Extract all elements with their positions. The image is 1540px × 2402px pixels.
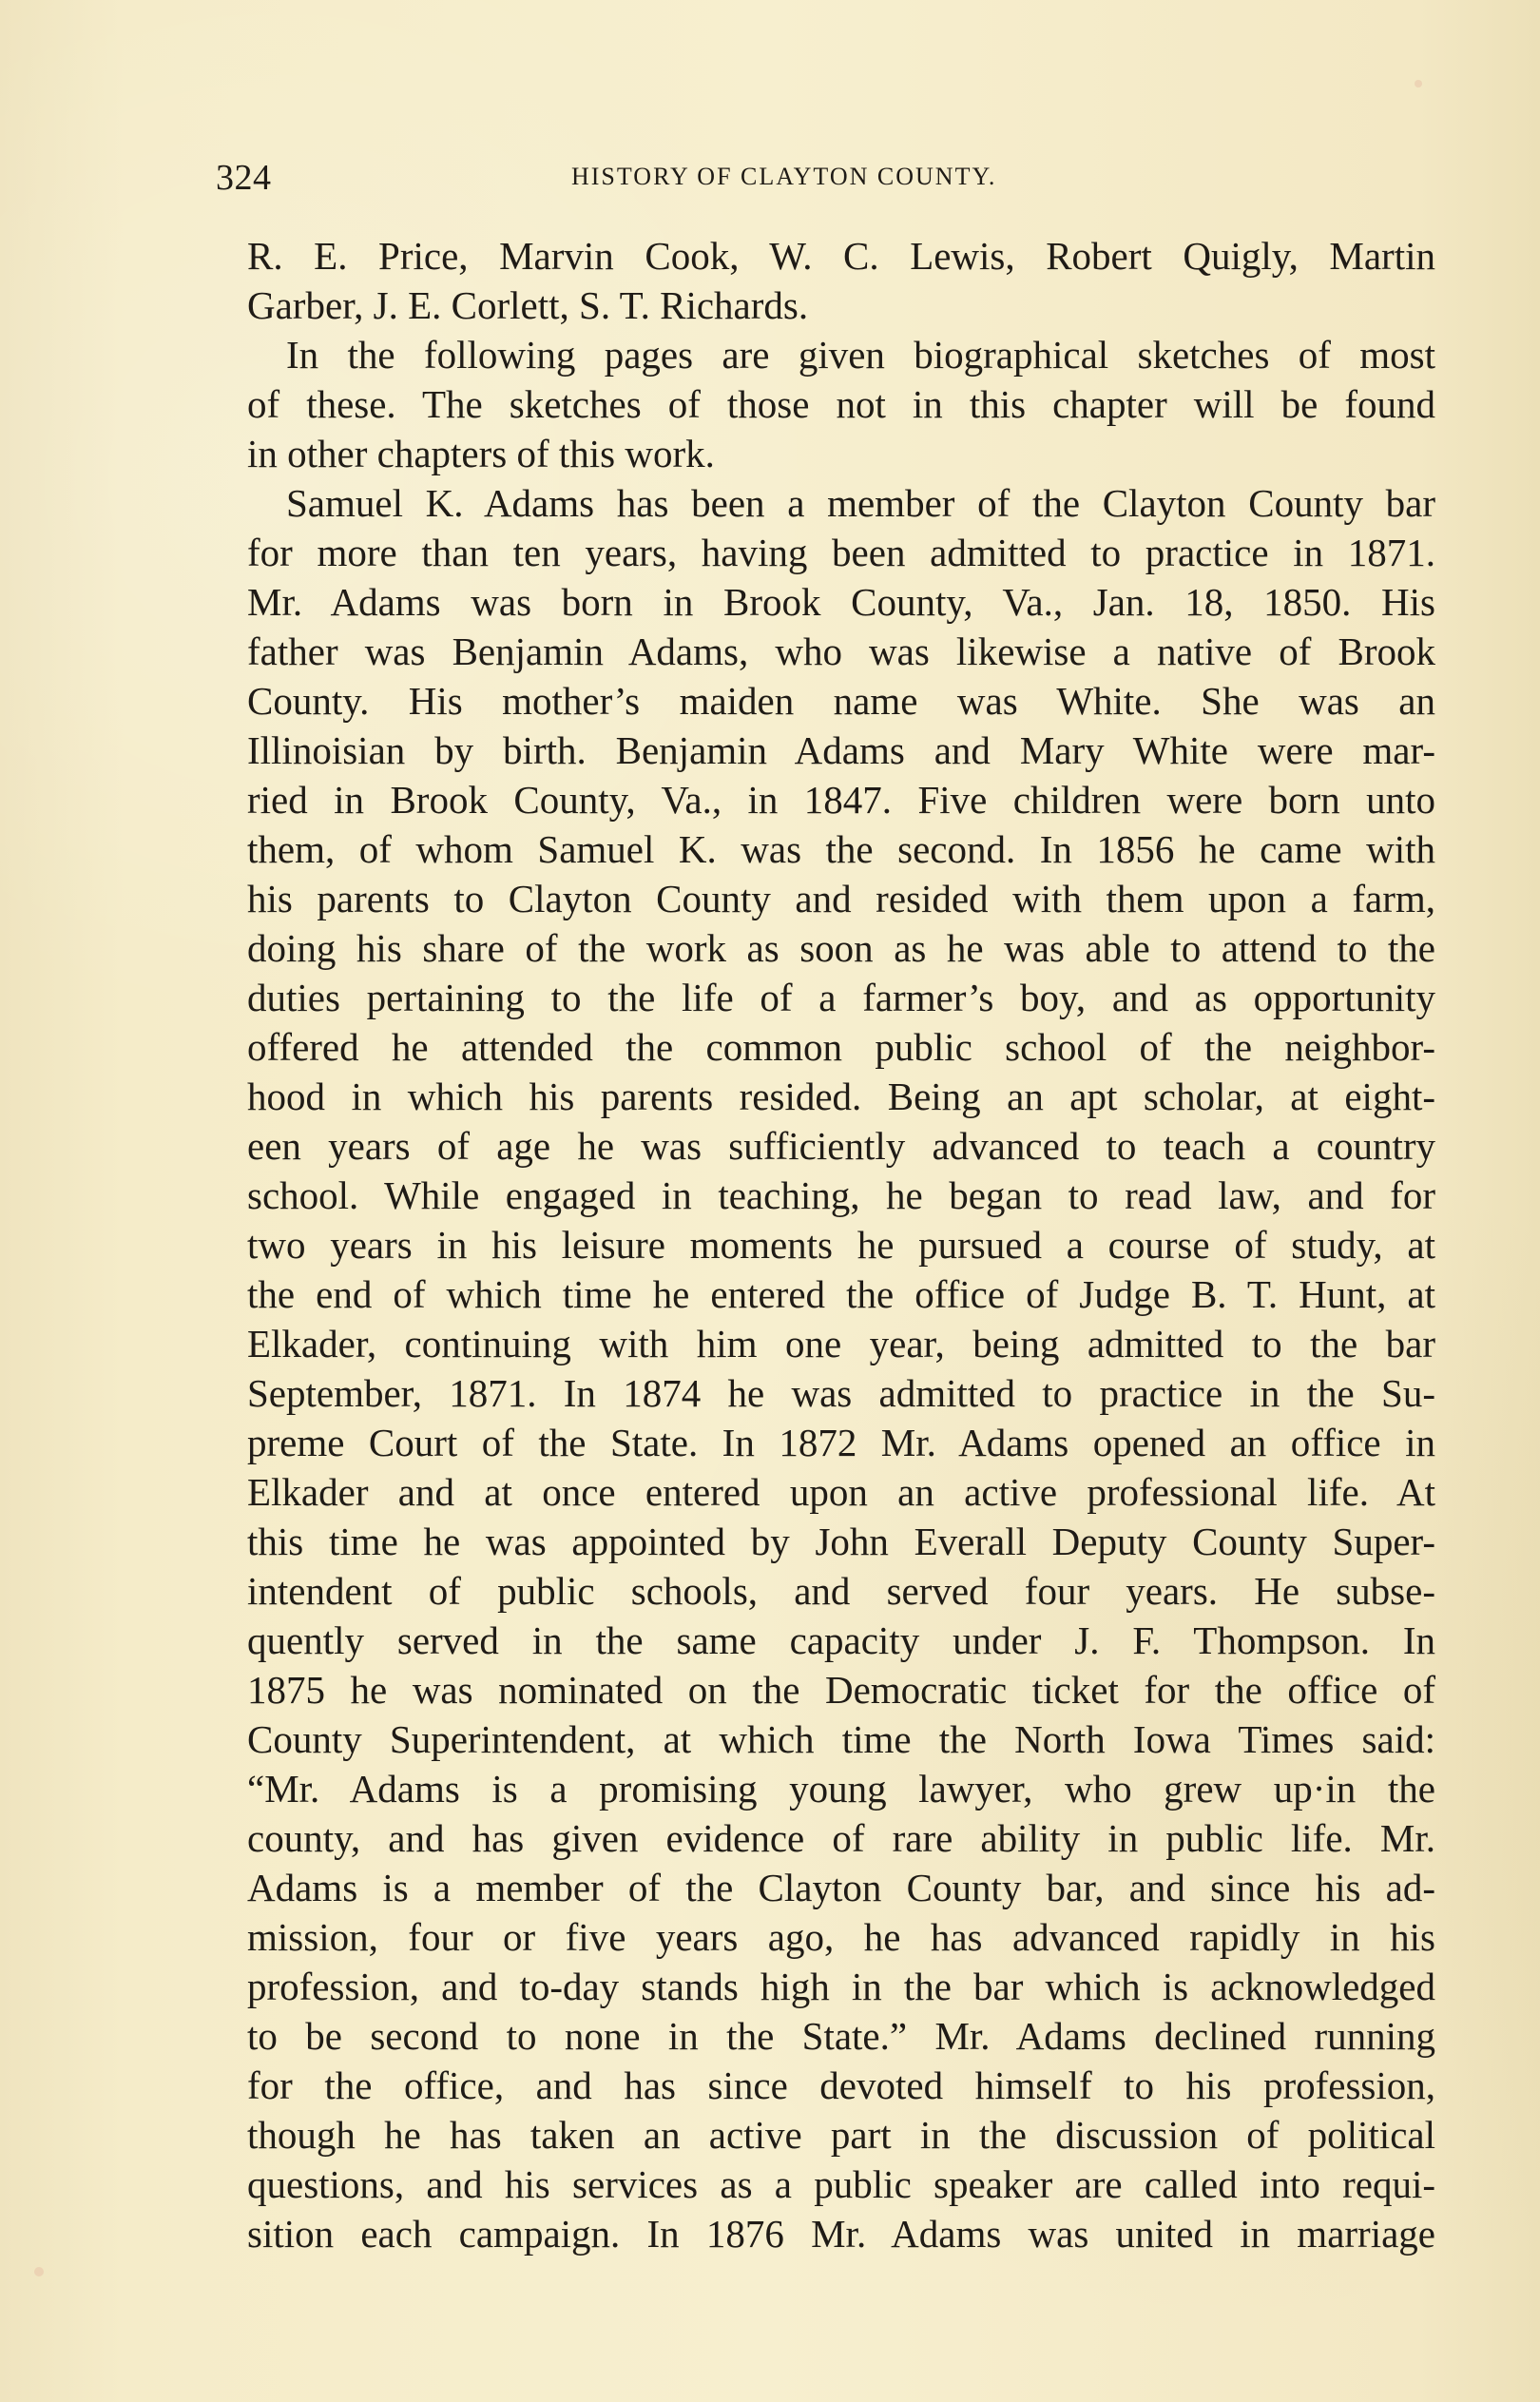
text-line: Elkader and at once entered upon an active professional life. At bbox=[247, 1470, 1435, 1514]
text-line: though he has taken an active part in the discussion of political bbox=[247, 2113, 1435, 2157]
text-line: intendent of public schools, and served four years. He subse- bbox=[247, 1569, 1435, 1613]
text-line: duties pertaining to the life of a farmer’s boy, and as opportunity bbox=[247, 976, 1435, 1019]
text-line: of these. The sketches of those not in this chapter will be found bbox=[247, 382, 1435, 426]
text-line: 1875 he was nominated on the Democratic ticket for the office of bbox=[247, 1668, 1435, 1712]
text-line: father was Benjamin Adams, who was likewise a native of Brook bbox=[247, 630, 1435, 673]
text-line: Mr. Adams was born in Brook County, Va., Jan. 18, 1850. His bbox=[247, 580, 1435, 624]
text-line: ried in Brook County, Va., in 1847. Five children were born unto bbox=[247, 778, 1435, 822]
page-header bbox=[216, 156, 1435, 200]
text-line: preme Court of the State. In 1872 Mr. Adams opened an office in bbox=[247, 1421, 1435, 1464]
text-line: school. While engaged in teaching, he began to read law, and for bbox=[247, 1173, 1435, 1217]
text-line: R. E. Price, Marvin Cook, W. C. Lewis, Robert Quigly, Martin bbox=[247, 234, 1435, 278]
text-line: Samuel K. Adams has been a member of the Clayton County bar bbox=[286, 481, 1435, 525]
running-head: HISTORY OF CLAYTON COUNTY. bbox=[571, 163, 997, 190]
text-line: Adams is a member of the Clayton County bar, and since his ad- bbox=[247, 1866, 1435, 1909]
text-line: September, 1871. In 1874 he was admitted to practice in the Su- bbox=[247, 1371, 1435, 1415]
text-line: County Superintendent, at which time the North Iowa Times said: bbox=[247, 1717, 1435, 1761]
text-line: quently served in the same capacity under J. F. Thompson. In bbox=[247, 1618, 1435, 1662]
text-line: two years in his leisure moments he pursued a course of study, at bbox=[247, 1223, 1435, 1267]
text-line: hood in which his parents resided. Being an apt scholar, at eight- bbox=[247, 1075, 1435, 1118]
text-line: County. His mother’s maiden name was White. She was an bbox=[247, 679, 1435, 723]
text-line: to be second to none in the State.” Mr. Adams declined running bbox=[247, 2014, 1435, 2058]
text-line: profession, and to-day stands high in the bar which is acknowledged bbox=[247, 1965, 1435, 2008]
text-line: “Mr. Adams is a promising young lawyer, who grew up·in the bbox=[247, 1767, 1435, 1811]
text-line: Elkader, continuing with him one year, being admitted to the bar bbox=[247, 1322, 1435, 1366]
text-line: his parents to Clayton County and resided with them upon a farm, bbox=[247, 877, 1435, 920]
text-line: mission, four or five years ago, he has advanced rapidly in his bbox=[247, 1915, 1435, 1959]
paper-stain bbox=[34, 2267, 44, 2276]
text-line: doing his share of the work as soon as he was able to attend to the bbox=[247, 926, 1435, 970]
text-line: for more than ten years, having been admitted to practice in 1871. bbox=[247, 531, 1435, 574]
text-line: Garber, J. E. Corlett, S. T. Richards. bbox=[247, 283, 809, 327]
text-line: In the following pages are given biographical sketches of most bbox=[286, 333, 1435, 377]
text-line: sition each campaign. In 1876 Mr. Adams was united in marriage bbox=[247, 2212, 1435, 2256]
text-line: this time he was appointed by John Everall Deputy County Super- bbox=[247, 1520, 1435, 1563]
page-number: 324 bbox=[216, 158, 272, 198]
text-line: the end of which time he entered the office of Judge B. T. Hunt, at bbox=[247, 1272, 1435, 1316]
text-line: county, and has given evidence of rare ability in public life. Mr. bbox=[247, 1816, 1435, 1860]
text-line: them, of whom Samuel K. was the second. In 1856 he came with bbox=[247, 827, 1435, 871]
paper-stain bbox=[1415, 80, 1422, 87]
text-line: offered he attended the common public school of the neighbor- bbox=[247, 1025, 1435, 1069]
text-line: Illinoisian by birth. Benjamin Adams and Mary White were mar- bbox=[247, 728, 1435, 772]
body-text bbox=[247, 231, 1435, 2258]
text-line: een years of age he was sufficiently advanced to teach a country bbox=[247, 1124, 1435, 1168]
text-line: in other chapters of this work. bbox=[247, 432, 715, 475]
text-line: questions, and his services as a public speaker are called into requi- bbox=[247, 2162, 1435, 2206]
text-line: for the office, and has since devoted himself to his profession, bbox=[247, 2063, 1435, 2107]
